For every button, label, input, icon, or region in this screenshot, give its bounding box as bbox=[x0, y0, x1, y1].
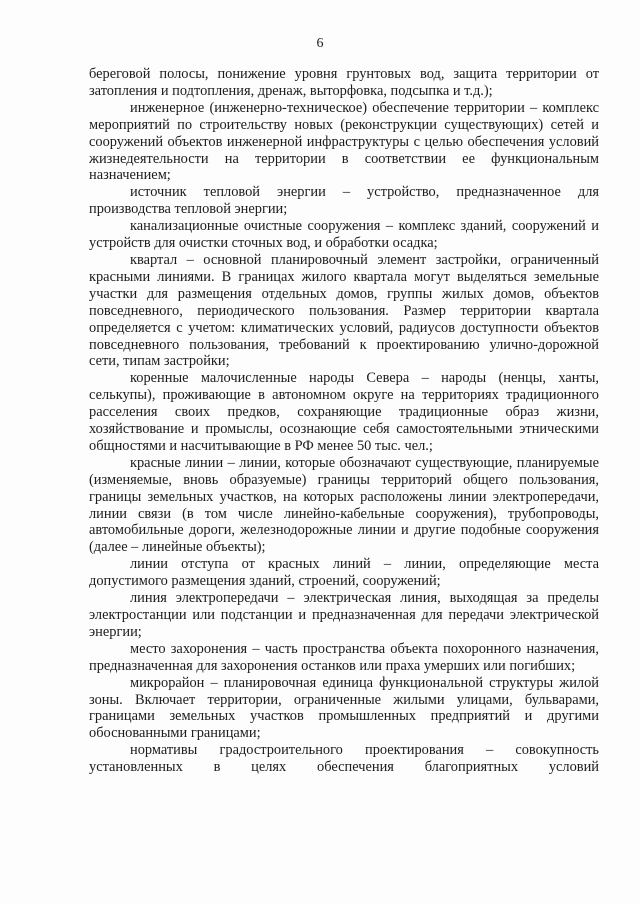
definition-engineering-support: инженерное (инженерно-техническое) обеспечение территории – комплекс мероприятий по строительству новых (реконструкции существующих) сетей и сооружений объектов инженерной инфраструктуры с целью обеспечения условий жизнедеятельности на территории в соответствии ее функциональным назначением; bbox=[89, 99, 599, 184]
definition-burial-place: место захоронения – часть пространства объекта похоронного назначения, предназначенная для захоронения останков или праха умерших или погибших; bbox=[89, 640, 599, 674]
definition-heat-source: источник тепловой энергии – устройство, предназначенное для производства тепловой энергии; bbox=[89, 184, 599, 218]
page-number: 6 bbox=[316, 36, 324, 51]
definition-sewage-treatment: канализационные очистные сооружения – комплекс зданий, сооружений и устройств для очистки сточных вод, и обработки осадка; bbox=[89, 218, 599, 252]
definition-quarter: квартал – основной планировочный элемент застройки, ограниченный красными линиями. В границах жилого квартала могут выделяться земельные участки для размещения отдельных домов, группы жилых домов, объектов повседневного, периодического пользования. Размер территории квартала определяется с учетом: климатических условий, радиусов доступности объектов повседневного пользования, требований к проектированию улично-дорожной сети, типам застройки; bbox=[89, 251, 599, 370]
definition-planning-standards: нормативы градостроительного проектирования – совокупность установленных в целях обеспечения благоприятных условий bbox=[89, 742, 599, 776]
definition-microdistrict: микрорайон – планировочная единица функциональной структуры жилой зоны. Включает территории, ограниченные жилыми улицами, бульварами, границами земельных участков промышленных предприятий и другими обоснованными границами; bbox=[89, 674, 599, 742]
document-body bbox=[89, 66, 599, 776]
paragraph-continuation: береговой полосы, понижение уровня грунтовых вод, защита территории от затопления и подтопления, дренаж, выторфовка, подсыпка и т.д.); bbox=[89, 66, 599, 99]
definition-red-lines: красные линии – линии, которые обозначают существующие, планируемые (изменяемые, вновь образуемые) границы территорий общего пользования, границы земельных участков, на которых расположены линии электропередачи, линии связи (в том числе линейно-кабельные сооружения), трубопроводы, автомобильные дороги, железнодорожные линии и другие подобные сооружения (далее – линейные объекты); bbox=[89, 454, 599, 556]
definition-setback-lines: линии отступа от красных линий – линии, определяющие места допустимого размещения зданий, строений, сооружений; bbox=[89, 556, 599, 590]
definition-indigenous-peoples: коренные малочисленные народы Севера – народы (ненцы, ханты, селькупы), проживающие в автономном округе на территориях традиционного расселения своих предков, сохраняющие традиционные образ жизни, хозяйствование и промыслы, осознающие себя самостоятельными этническими общностями и насчитывающие в РФ менее 50 тыс. чел.; bbox=[89, 370, 599, 454]
definition-power-line: линия электропередачи – электрическая линия, выходящая за пределы электростанции или подстанции и предназначенная для передачи электрической энергии; bbox=[89, 590, 599, 640]
